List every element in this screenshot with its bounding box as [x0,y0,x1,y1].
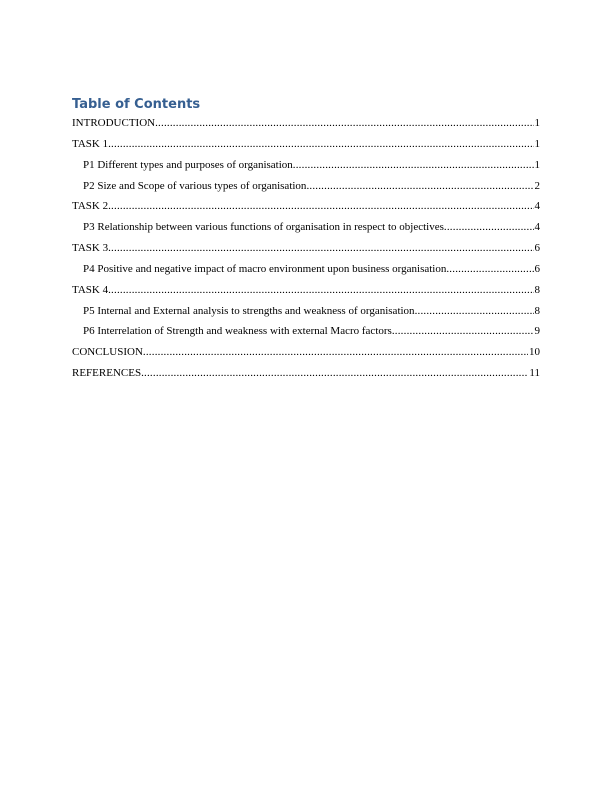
toc-entry-p2[interactable] [72,180,540,193]
toc-title: Table of Contents [72,97,201,112]
toc-page-number: 6 [534,262,540,275]
toc-entry-task-4[interactable] [72,284,540,297]
dot-leader [108,242,533,255]
toc-entry-label: TASK 1 [72,137,109,150]
toc-entry-task-1[interactable] [72,138,540,151]
toc-page-number: 4 [534,221,540,234]
dot-leader [392,325,534,338]
toc-entry-label: P6 Interrelation of Strength and weakness with external Macro factors [83,325,392,338]
dot-leader [108,200,533,213]
toc-entry-label: P4 Positive and negative impact of macro environment upon business organisation [83,262,447,275]
toc-entry-label: P2 Size and Scope of various types of organisation [83,179,307,192]
toc-entry-label: TASK 2 [72,200,109,213]
toc-entry-conclusion[interactable] [72,346,540,359]
toc-page-number: 10 [529,346,540,359]
toc-page-number: 1 [534,137,540,150]
table-of-contents [72,96,540,388]
dot-leader [143,346,528,359]
dot-leader [444,221,534,234]
toc-entry-p4[interactable] [72,263,540,276]
toc-entry-label: P3 Relationship between various functions of organisation in respect to objectives [83,221,444,234]
dot-leader [415,305,534,318]
dot-leader [306,180,533,193]
toc-entry-p6[interactable] [72,325,540,338]
toc-entry-p5[interactable] [72,305,540,318]
toc-entry-references[interactable] [72,367,540,380]
toc-page-number: 1 [534,158,540,171]
toc-entry-task-2[interactable] [72,200,540,213]
dot-leader [141,367,528,380]
dot-leader [108,138,533,151]
toc-entry-p3[interactable] [72,221,540,234]
toc-entry-label: P5 Internal and External analysis to strengths and weakness of organisation [83,304,415,317]
toc-entry-label: TASK 4 [72,283,109,296]
toc-page-number: 2 [534,179,540,192]
toc-page-number: 6 [534,242,540,255]
toc-entry-label: TASK 3 [72,242,109,255]
toc-page-number: 9 [534,325,540,338]
toc-page-number: 8 [534,283,540,296]
dot-leader [108,284,533,297]
toc-entry-introduction[interactable] [72,117,540,130]
toc-page-number: 1 [534,117,540,129]
dot-leader [446,263,533,276]
toc-entry-label: INTRODUCTION [72,117,156,129]
toc-page-number: 8 [534,304,540,317]
dot-leader [155,117,533,130]
toc-entry-task-3[interactable] [72,242,540,255]
toc-page-number: 11 [529,367,540,380]
toc-page-number: 4 [534,200,540,213]
toc-entry-label: P1 Different types and purposes of organisation [83,158,293,171]
toc-entry-p1[interactable] [72,159,540,172]
toc-entry-label: REFERENCES [72,367,142,380]
toc-entry-label: CONCLUSION [72,346,143,359]
toc-list [72,117,540,380]
dot-leader [293,159,534,172]
